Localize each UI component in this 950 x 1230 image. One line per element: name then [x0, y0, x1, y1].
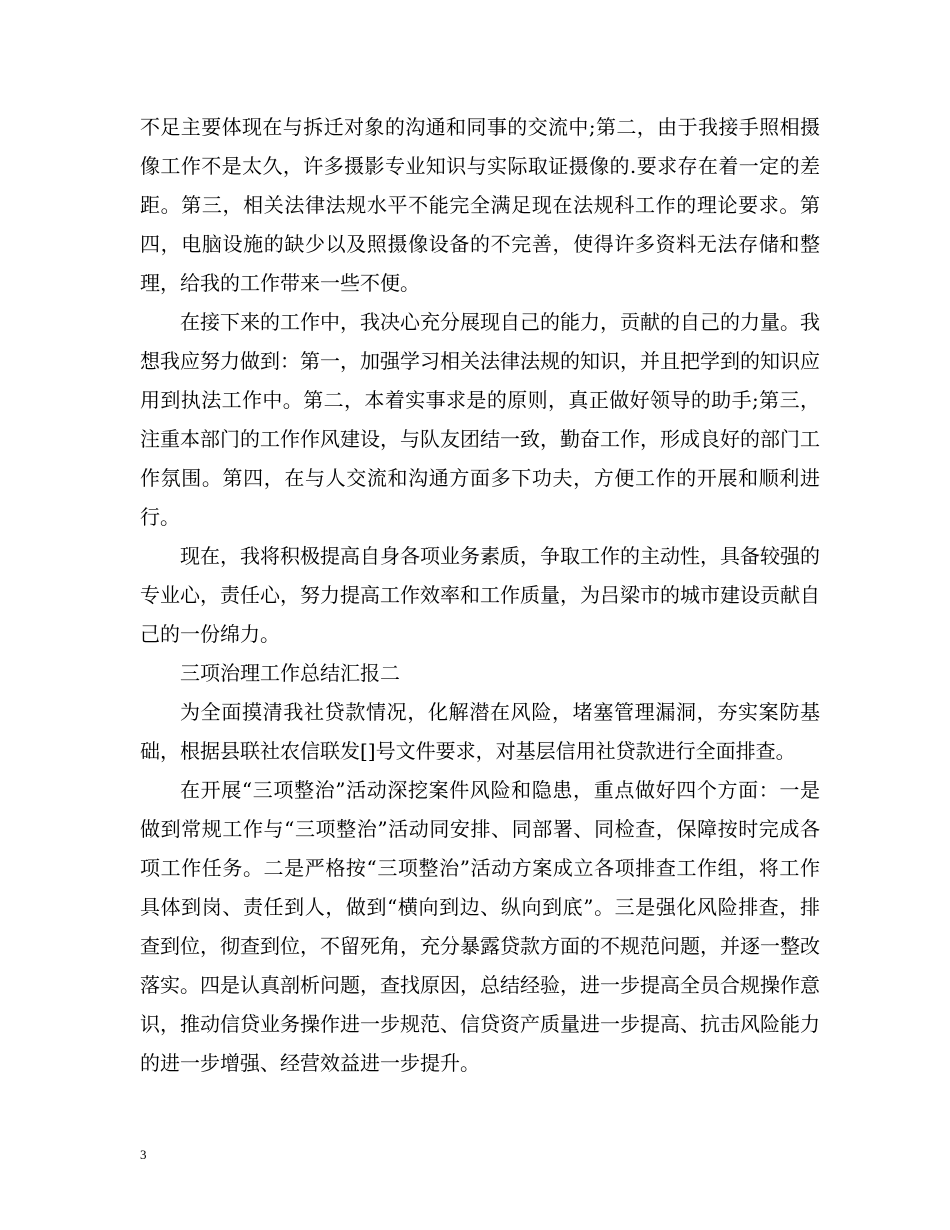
page-number: 3 — [140, 1147, 147, 1162]
paragraph-four-aspects: 在开展“三项整治”活动深挖案件风险和隐患，重点做好四个方面：一是做到常规工作与“三项整治”活动同安排、同部署、同检查，保障按时完成各项工作任务。二是严格按“三项整治”活动方案成立各项排查工作组，将工作具体到岗、责任到人，做到“横向到边、纵向到底”。三是强化风险排查，排查到位，彻查到位，不留死角，充分暴露贷款方面的不规范问题，并逐一整改落实。四是认真剖析问题，查找原因，总结经验，进一步提高全员合规操作意识，推动信贷业务操作进一步规范、信贷资产质量进一步提高、抗击风险能力的进一步增强、经营效益进一步提升。 — [140, 778, 820, 1075]
paragraph-commitment: 现在，我将积极提高自身各项业务素质，争取工作的主动性，具备较强的专业心，责任心，努力提高工作效率和工作质量，为吕梁市的城市建设贡献自己的一份绵力。 — [140, 544, 820, 646]
paragraph-continuation: 不足主要体现在与拆迁对象的沟通和同事的交流中;第二，由于我接手照相摄像工作不是太久，许多摄影专业知识与实际取证摄像的.要求存在着一定的差距。第三，相关法律法规水平不能完全满足现在法规科工作的理论要求。第四，电脑设施的缺少以及照摄像设备的不完善，使得许多资料无法存储和整理，给我的工作带来一些不便。 — [140, 115, 820, 295]
paragraph-future-work: 在接下来的工作中，我决心充分展现自己的能力，贡献的自己的力量。我想我应努力做到：第一，加强学习相关法律法规的知识，并且把学到的知识应用到执法工作中。第二，本着实事求是的原则，真正做好领导的助手;第三，注重本部门的工作作风建设，与队友团结一致，勤奋工作，形成良好的部门工作氛围。第四，在与人交流和沟通方面多下功夫，方便工作的开展和顺利进行。 — [140, 310, 820, 529]
document-body — [140, 108, 820, 1083]
paragraph-purpose: 为全面摸清我社贷款情况，化解潜在风险，堵塞管理漏洞，夯实案防基础，根据县联社农信联发[]号文件要求，对基层信用社贷款进行全面排查。 — [140, 700, 820, 763]
section-heading: 三项治理工作总结汇报二 — [180, 661, 400, 685]
